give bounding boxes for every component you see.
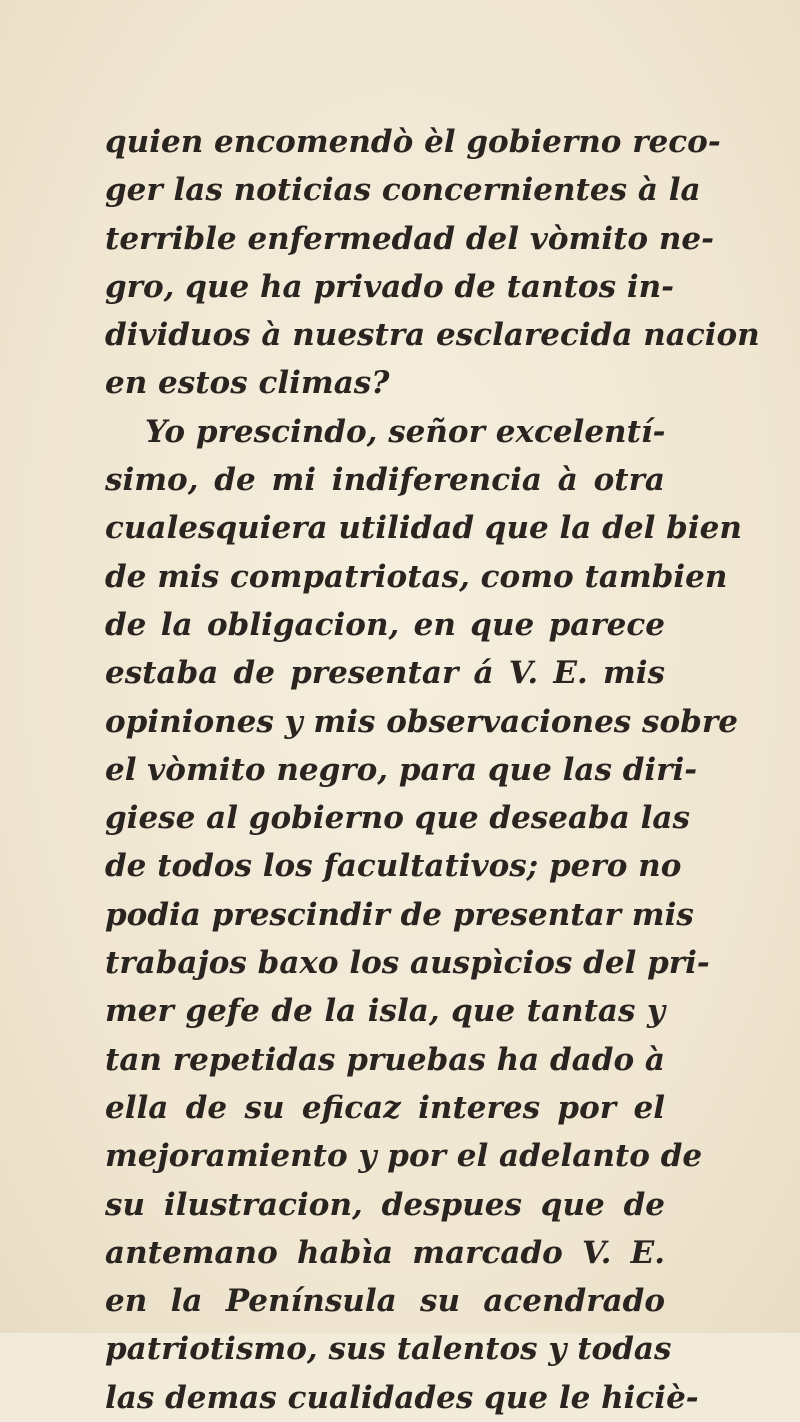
text-line: opiniones y mis observaciones sobre — [105, 703, 738, 740]
text-line: terrible enfermedad del vòmito ne- — [105, 220, 715, 257]
text-line: en estos climas? — [105, 365, 390, 402]
text-line: antemano habìa marcado V. E. — [105, 1234, 665, 1271]
text-line: estaba de presentar á V. E. mis — [105, 655, 665, 692]
text-line: dividuos à nuestra esclarecida nacion — [105, 317, 760, 354]
text-line: su ilustracion, despues que de — [105, 1186, 665, 1223]
text-line: simo, de mi indiferencia à otra — [105, 462, 665, 499]
text-line: de todos los facultativos; pero no — [105, 848, 682, 885]
text-line: de la obligacion, en que parece — [105, 606, 665, 643]
text-line: las demas cualidades que le hiciè- — [105, 1379, 699, 1416]
text-line: mejoramiento y por el adelanto de — [105, 1138, 703, 1175]
text-line: patriotismo, sus talentos y todas — [105, 1331, 672, 1368]
text-line: giese al gobierno que deseaba las — [105, 800, 690, 837]
text-line: ella de su eficaz interes por el — [105, 1089, 665, 1126]
text-line: en la Península su acendrado — [105, 1283, 665, 1320]
text-line: ger las noticias concernientes à la — [105, 172, 701, 209]
text-line: trabajos baxo los auspìcios del pri- — [105, 945, 710, 982]
text-line: tan repetidas pruebas ha dado à — [105, 1041, 665, 1078]
text-line-paragraph-start: Yo prescindo, señor excelentí- — [145, 413, 666, 450]
text-line: podia prescindir de presentar mis — [105, 896, 694, 933]
text-line: quien encomendò èl gobierno reco- — [105, 124, 721, 160]
page-text — [105, 118, 760, 1422]
text-line: cualesquiera utilidad que la del bien — [105, 510, 742, 547]
text-line: de mis compatriotas, como tambien — [105, 558, 728, 595]
text-line: el vòmito negro, para que las diri- — [105, 751, 698, 788]
text-line: mer gefe de la isla, que tantas y — [105, 993, 665, 1030]
text-line: gro, que ha privado de tantos in- — [105, 268, 675, 305]
